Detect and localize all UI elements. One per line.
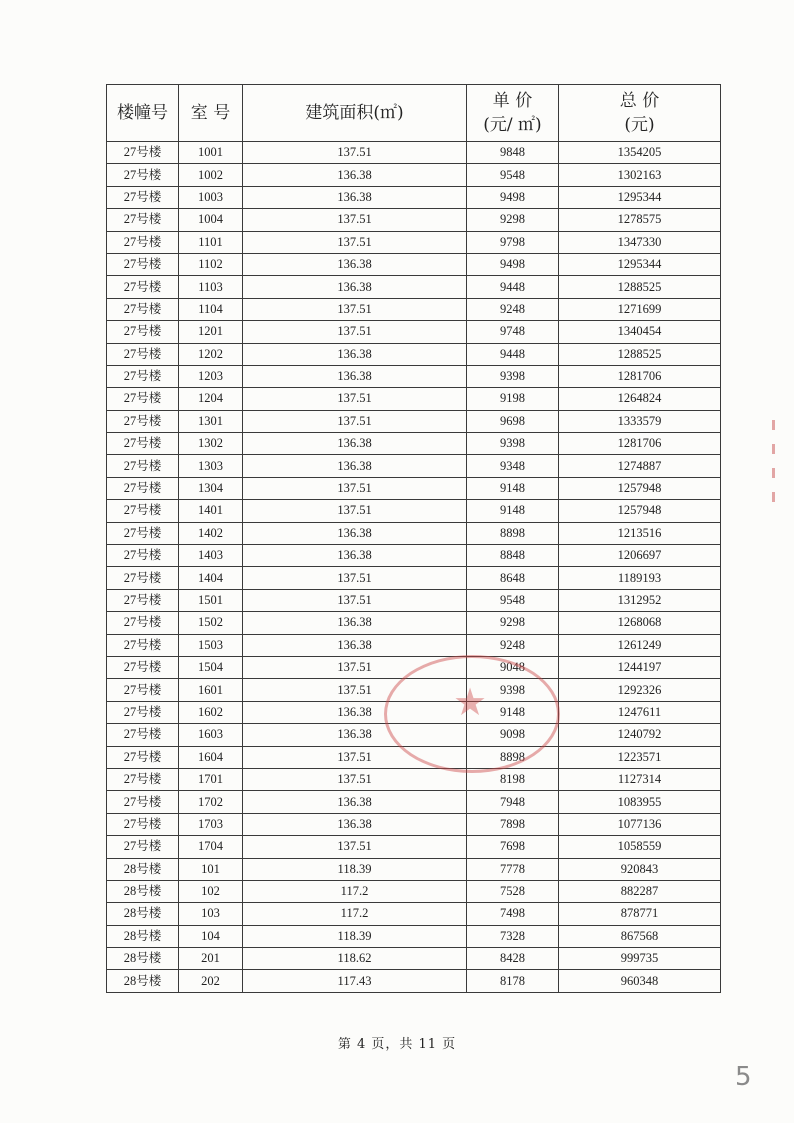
- cell-area: 137.51: [243, 836, 467, 858]
- cell-unit-price: 7698: [467, 836, 559, 858]
- table-row: [107, 298, 721, 320]
- cell-area: 137.51: [243, 746, 467, 768]
- cell-area: 136.38: [243, 813, 467, 835]
- cell-building: 27号楼: [107, 701, 179, 723]
- header-unit-price: [467, 85, 559, 142]
- cell-room: 1601: [179, 679, 243, 701]
- cell-area: 117.2: [243, 880, 467, 902]
- cell-unit-price: 9348: [467, 455, 559, 477]
- cell-unit-price: 9798: [467, 231, 559, 253]
- cell-building: 28号楼: [107, 925, 179, 947]
- cell-unit-price: 8898: [467, 522, 559, 544]
- cell-area: 137.51: [243, 477, 467, 499]
- table-row: [107, 321, 721, 343]
- cell-building: 27号楼: [107, 656, 179, 678]
- cell-total-price: 1278575: [559, 209, 721, 231]
- page-footer: 第 4 页，共 11 页: [337, 1037, 457, 1052]
- cell-total-price: 1354205: [559, 142, 721, 164]
- table-row: [107, 836, 721, 858]
- cell-building: 27号楼: [107, 343, 179, 365]
- table-row: [107, 388, 721, 410]
- cell-unit-price: 9548: [467, 589, 559, 611]
- cell-room: 1703: [179, 813, 243, 835]
- cell-unit-price: 9498: [467, 253, 559, 275]
- cell-unit-price: 8648: [467, 567, 559, 589]
- cell-area: 136.38: [243, 276, 467, 298]
- price-list-sheet: [106, 84, 720, 993]
- table-row: [107, 545, 721, 567]
- handwritten-page-mark: 5: [735, 1062, 752, 1092]
- cell-unit-price: 7898: [467, 813, 559, 835]
- cell-room: 102: [179, 880, 243, 902]
- cell-building: 27号楼: [107, 791, 179, 813]
- header-unit-price-unit: (元/ ㎡): [483, 115, 542, 135]
- cell-area: 136.38: [243, 164, 467, 186]
- cell-room: 1604: [179, 746, 243, 768]
- table-row: [107, 500, 721, 522]
- table-row: [107, 209, 721, 231]
- cell-building: 28号楼: [107, 858, 179, 880]
- cell-room: 103: [179, 903, 243, 925]
- cell-unit-price: 8178: [467, 970, 559, 992]
- table-row: [107, 701, 721, 723]
- cell-room: 1004: [179, 209, 243, 231]
- edge-mark: [772, 492, 775, 502]
- table-row: [107, 186, 721, 208]
- cell-total-price: 1127314: [559, 768, 721, 790]
- cell-room: 1302: [179, 433, 243, 455]
- cell-unit-price: 9248: [467, 634, 559, 656]
- price-table: [106, 84, 721, 993]
- cell-building: 28号楼: [107, 903, 179, 925]
- cell-area: 137.51: [243, 321, 467, 343]
- cell-room: 1503: [179, 634, 243, 656]
- cell-room: 1202: [179, 343, 243, 365]
- cell-area: 136.38: [243, 634, 467, 656]
- cell-unit-price: 9448: [467, 276, 559, 298]
- cell-unit-price: 9148: [467, 477, 559, 499]
- cell-building: 27号楼: [107, 209, 179, 231]
- header-room: 室 号: [179, 85, 243, 142]
- cell-building: 27号楼: [107, 545, 179, 567]
- cell-total-price: 1302163: [559, 164, 721, 186]
- cell-area: 137.51: [243, 589, 467, 611]
- cell-total-price: 1281706: [559, 433, 721, 455]
- table-row: [107, 925, 721, 947]
- cell-room: 1203: [179, 365, 243, 387]
- cell-total-price: 1347330: [559, 231, 721, 253]
- cell-building: 28号楼: [107, 970, 179, 992]
- cell-area: 137.51: [243, 500, 467, 522]
- cell-building: 27号楼: [107, 388, 179, 410]
- cell-area: 118.39: [243, 925, 467, 947]
- cell-building: 27号楼: [107, 298, 179, 320]
- cell-area: 136.38: [243, 791, 467, 813]
- cell-total-price: 1189193: [559, 567, 721, 589]
- cell-unit-price: 9198: [467, 388, 559, 410]
- cell-total-price: 1312952: [559, 589, 721, 611]
- cell-unit-price: 9248: [467, 298, 559, 320]
- cell-unit-price: 7328: [467, 925, 559, 947]
- cell-unit-price: 8198: [467, 768, 559, 790]
- cell-unit-price: 9448: [467, 343, 559, 365]
- cell-building: 27号楼: [107, 589, 179, 611]
- cell-total-price: 1213516: [559, 522, 721, 544]
- table-row: [107, 791, 721, 813]
- cell-total-price: 1247611: [559, 701, 721, 723]
- cell-total-price: 1295344: [559, 186, 721, 208]
- cell-unit-price: 9048: [467, 656, 559, 678]
- cell-room: 101: [179, 858, 243, 880]
- cell-total-price: 1077136: [559, 813, 721, 835]
- cell-room: 1204: [179, 388, 243, 410]
- cell-room: 1602: [179, 701, 243, 723]
- cell-building: 27号楼: [107, 500, 179, 522]
- cell-unit-price: 9148: [467, 701, 559, 723]
- cell-unit-price: 9848: [467, 142, 559, 164]
- seal-star-icon: ★: [453, 680, 488, 724]
- cell-unit-price: 9098: [467, 724, 559, 746]
- cell-room: 1303: [179, 455, 243, 477]
- cell-total-price: 867568: [559, 925, 721, 947]
- cell-total-price: 1244197: [559, 656, 721, 678]
- cell-total-price: 878771: [559, 903, 721, 925]
- cell-area: 137.51: [243, 679, 467, 701]
- cell-area: 136.38: [243, 455, 467, 477]
- cell-building: 27号楼: [107, 679, 179, 701]
- edge-mark: [772, 444, 775, 454]
- cell-room: 1504: [179, 656, 243, 678]
- table-row: [107, 164, 721, 186]
- header-building: 楼幢号: [107, 85, 179, 142]
- header-area: 建筑面积(㎡): [243, 85, 467, 142]
- cell-room: 201: [179, 948, 243, 970]
- cell-room: 1101: [179, 231, 243, 253]
- cell-building: 27号楼: [107, 276, 179, 298]
- cell-room: 1102: [179, 253, 243, 275]
- cell-total-price: 1340454: [559, 321, 721, 343]
- cell-unit-price: 8428: [467, 948, 559, 970]
- cell-area: 117.2: [243, 903, 467, 925]
- cell-area: 137.51: [243, 388, 467, 410]
- table-body: [107, 142, 721, 993]
- cell-unit-price: 9148: [467, 500, 559, 522]
- cell-area: 136.38: [243, 186, 467, 208]
- cell-building: 27号楼: [107, 186, 179, 208]
- cell-total-price: 1333579: [559, 410, 721, 432]
- table-row: [107, 142, 721, 164]
- table-row: [107, 231, 721, 253]
- cell-area: 136.38: [243, 612, 467, 634]
- cell-total-price: 1288525: [559, 276, 721, 298]
- table-row: [107, 903, 721, 925]
- cell-area: 118.39: [243, 858, 467, 880]
- table-row: [107, 880, 721, 902]
- cell-total-price: 960348: [559, 970, 721, 992]
- cell-room: 1003: [179, 186, 243, 208]
- table-row: [107, 522, 721, 544]
- cell-room: 1201: [179, 321, 243, 343]
- header-unit-price-label: 单 价: [492, 91, 533, 111]
- cell-building: 27号楼: [107, 746, 179, 768]
- cell-building: 27号楼: [107, 768, 179, 790]
- table-header-row: [107, 85, 721, 142]
- cell-total-price: 920843: [559, 858, 721, 880]
- cell-area: 136.38: [243, 545, 467, 567]
- cell-room: 1701: [179, 768, 243, 790]
- cell-room: 202: [179, 970, 243, 992]
- cell-area: 136.38: [243, 253, 467, 275]
- cell-unit-price: 8898: [467, 746, 559, 768]
- table-row: [107, 567, 721, 589]
- cell-area: 136.38: [243, 433, 467, 455]
- table-row: [107, 724, 721, 746]
- cell-room: 1002: [179, 164, 243, 186]
- cell-room: 1403: [179, 545, 243, 567]
- cell-area: 137.51: [243, 410, 467, 432]
- cell-total-price: 1271699: [559, 298, 721, 320]
- cell-building: 27号楼: [107, 567, 179, 589]
- cell-area: 137.51: [243, 768, 467, 790]
- table-row: [107, 276, 721, 298]
- cell-building: 27号楼: [107, 253, 179, 275]
- cell-total-price: 1274887: [559, 455, 721, 477]
- cell-total-price: 1206697: [559, 545, 721, 567]
- cell-area: 137.51: [243, 656, 467, 678]
- cell-total-price: 1083955: [559, 791, 721, 813]
- cell-building: 27号楼: [107, 813, 179, 835]
- table-row: [107, 433, 721, 455]
- cell-unit-price: 9498: [467, 186, 559, 208]
- cell-total-price: 1257948: [559, 500, 721, 522]
- cell-room: 1001: [179, 142, 243, 164]
- edge-stamp-marks: [772, 420, 776, 516]
- cell-area: 118.62: [243, 948, 467, 970]
- table-row: [107, 477, 721, 499]
- cell-building: 27号楼: [107, 724, 179, 746]
- cell-area: 137.51: [243, 209, 467, 231]
- cell-unit-price: 7528: [467, 880, 559, 902]
- cell-total-price: 1281706: [559, 365, 721, 387]
- cell-unit-price: 7948: [467, 791, 559, 813]
- edge-mark: [772, 420, 775, 430]
- cell-area: 136.38: [243, 522, 467, 544]
- cell-building: 28号楼: [107, 880, 179, 902]
- cell-area: 137.51: [243, 298, 467, 320]
- cell-room: 1401: [179, 500, 243, 522]
- cell-total-price: 1058559: [559, 836, 721, 858]
- table-row: [107, 410, 721, 432]
- cell-room: 1603: [179, 724, 243, 746]
- edge-mark: [772, 468, 775, 478]
- cell-area: 137.51: [243, 567, 467, 589]
- cell-unit-price: 9398: [467, 679, 559, 701]
- table-row: [107, 970, 721, 992]
- cell-room: 1304: [179, 477, 243, 499]
- cell-area: 137.51: [243, 231, 467, 253]
- table-row: [107, 343, 721, 365]
- cell-unit-price: 9548: [467, 164, 559, 186]
- cell-total-price: 1264824: [559, 388, 721, 410]
- cell-building: 27号楼: [107, 164, 179, 186]
- cell-total-price: 1257948: [559, 477, 721, 499]
- header-total-price: [559, 85, 721, 142]
- cell-building: 27号楼: [107, 231, 179, 253]
- cell-total-price: 1261249: [559, 634, 721, 656]
- cell-unit-price: 7498: [467, 903, 559, 925]
- cell-total-price: 1288525: [559, 343, 721, 365]
- cell-total-price: 1268068: [559, 612, 721, 634]
- cell-area: 137.51: [243, 142, 467, 164]
- cell-building: 28号楼: [107, 948, 179, 970]
- cell-total-price: 999735: [559, 948, 721, 970]
- cell-unit-price: 7778: [467, 858, 559, 880]
- table-row: [107, 455, 721, 477]
- cell-total-price: 1292326: [559, 679, 721, 701]
- cell-area: 136.38: [243, 343, 467, 365]
- table-row: [107, 858, 721, 880]
- cell-unit-price: 9748: [467, 321, 559, 343]
- cell-unit-price: 8848: [467, 545, 559, 567]
- cell-total-price: 1295344: [559, 253, 721, 275]
- cell-room: 1704: [179, 836, 243, 858]
- cell-unit-price: 9698: [467, 410, 559, 432]
- table-row: [107, 656, 721, 678]
- cell-building: 27号楼: [107, 433, 179, 455]
- cell-room: 104: [179, 925, 243, 947]
- cell-building: 27号楼: [107, 142, 179, 164]
- cell-room: 1404: [179, 567, 243, 589]
- cell-unit-price: 9398: [467, 433, 559, 455]
- table-row: [107, 589, 721, 611]
- cell-room: 1103: [179, 276, 243, 298]
- cell-area: 136.38: [243, 724, 467, 746]
- header-total-price-label: 总 价: [619, 91, 660, 111]
- header-total-price-unit: (元): [624, 115, 655, 135]
- table-row: [107, 813, 721, 835]
- cell-room: 1702: [179, 791, 243, 813]
- cell-unit-price: 9298: [467, 209, 559, 231]
- cell-building: 27号楼: [107, 522, 179, 544]
- cell-building: 27号楼: [107, 365, 179, 387]
- cell-total-price: 1240792: [559, 724, 721, 746]
- cell-total-price: 1223571: [559, 746, 721, 768]
- cell-building: 27号楼: [107, 836, 179, 858]
- cell-room: 1502: [179, 612, 243, 634]
- table-row: [107, 634, 721, 656]
- table-row: [107, 948, 721, 970]
- cell-unit-price: 9398: [467, 365, 559, 387]
- cell-building: 27号楼: [107, 410, 179, 432]
- cell-room: 1501: [179, 589, 243, 611]
- cell-total-price: 882287: [559, 880, 721, 902]
- cell-area: 136.38: [243, 701, 467, 723]
- cell-room: 1301: [179, 410, 243, 432]
- cell-room: 1104: [179, 298, 243, 320]
- table-row: [107, 612, 721, 634]
- cell-area: 136.38: [243, 365, 467, 387]
- cell-room: 1402: [179, 522, 243, 544]
- cell-building: 27号楼: [107, 612, 179, 634]
- cell-building: 27号楼: [107, 634, 179, 656]
- cell-building: 27号楼: [107, 477, 179, 499]
- table-row: [107, 768, 721, 790]
- cell-building: 27号楼: [107, 321, 179, 343]
- cell-building: 27号楼: [107, 455, 179, 477]
- table-row: [107, 746, 721, 768]
- table-row: [107, 679, 721, 701]
- table-row: [107, 253, 721, 275]
- table-row: [107, 365, 721, 387]
- cell-unit-price: 9298: [467, 612, 559, 634]
- cell-area: 117.43: [243, 970, 467, 992]
